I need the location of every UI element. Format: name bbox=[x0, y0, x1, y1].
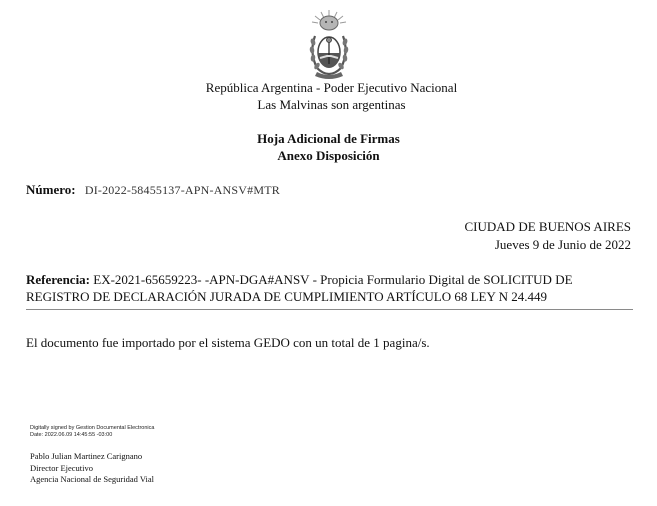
signature-block bbox=[30, 451, 154, 486]
divider bbox=[26, 309, 633, 310]
document-number-label: Número: bbox=[26, 182, 76, 197]
signer-name: Pablo Julian Martinez Carignano bbox=[30, 451, 143, 461]
signer-agency: Agencia Nacional de Seguridad Vial bbox=[30, 474, 154, 484]
header-line-1: República Argentina - Poder Ejecutivo Nacional bbox=[205, 80, 458, 95]
reference-label: Referencia: bbox=[26, 272, 91, 287]
document-title: Hoja Adicional de Firmas bbox=[257, 131, 400, 146]
document-subtitle: Anexo Disposición bbox=[277, 148, 380, 163]
argentina-coat-of-arms-icon bbox=[305, 8, 353, 80]
document-number bbox=[26, 182, 280, 198]
digital-signature-line: Digitally signed by Gestion Documental Electronica bbox=[30, 425, 155, 431]
city: CIUDAD DE BUENOS AIRES bbox=[464, 219, 631, 234]
digital-signature-stamp bbox=[30, 425, 154, 438]
reference-text: EX-2021-65659223- -APN-DGA#ANSV - Propicia Formulario Digital de SOLICITUD DE REGISTRO DE DECLARACIÓN JURADA DE CUMPLIMIENTO ARTÍCULO 68 LEY N 24.449 bbox=[26, 272, 573, 304]
body-text: El documento fue importado por el sistema GEDO con un total de 1 pagina/s. bbox=[26, 335, 430, 350]
digital-signature-date: Date: 2022.06.09 14:45:55 -03:00 bbox=[30, 431, 113, 438]
document-number-value: DI-2022-58455137-APN-ANSV#MTR bbox=[84, 183, 280, 197]
header-line-2: Las Malvinas son argentinas bbox=[257, 97, 406, 112]
reference bbox=[26, 271, 626, 305]
document-date: Jueves 9 de Junio de 2022 bbox=[494, 237, 631, 252]
signer-role: Director Ejecutivo bbox=[30, 462, 94, 473]
